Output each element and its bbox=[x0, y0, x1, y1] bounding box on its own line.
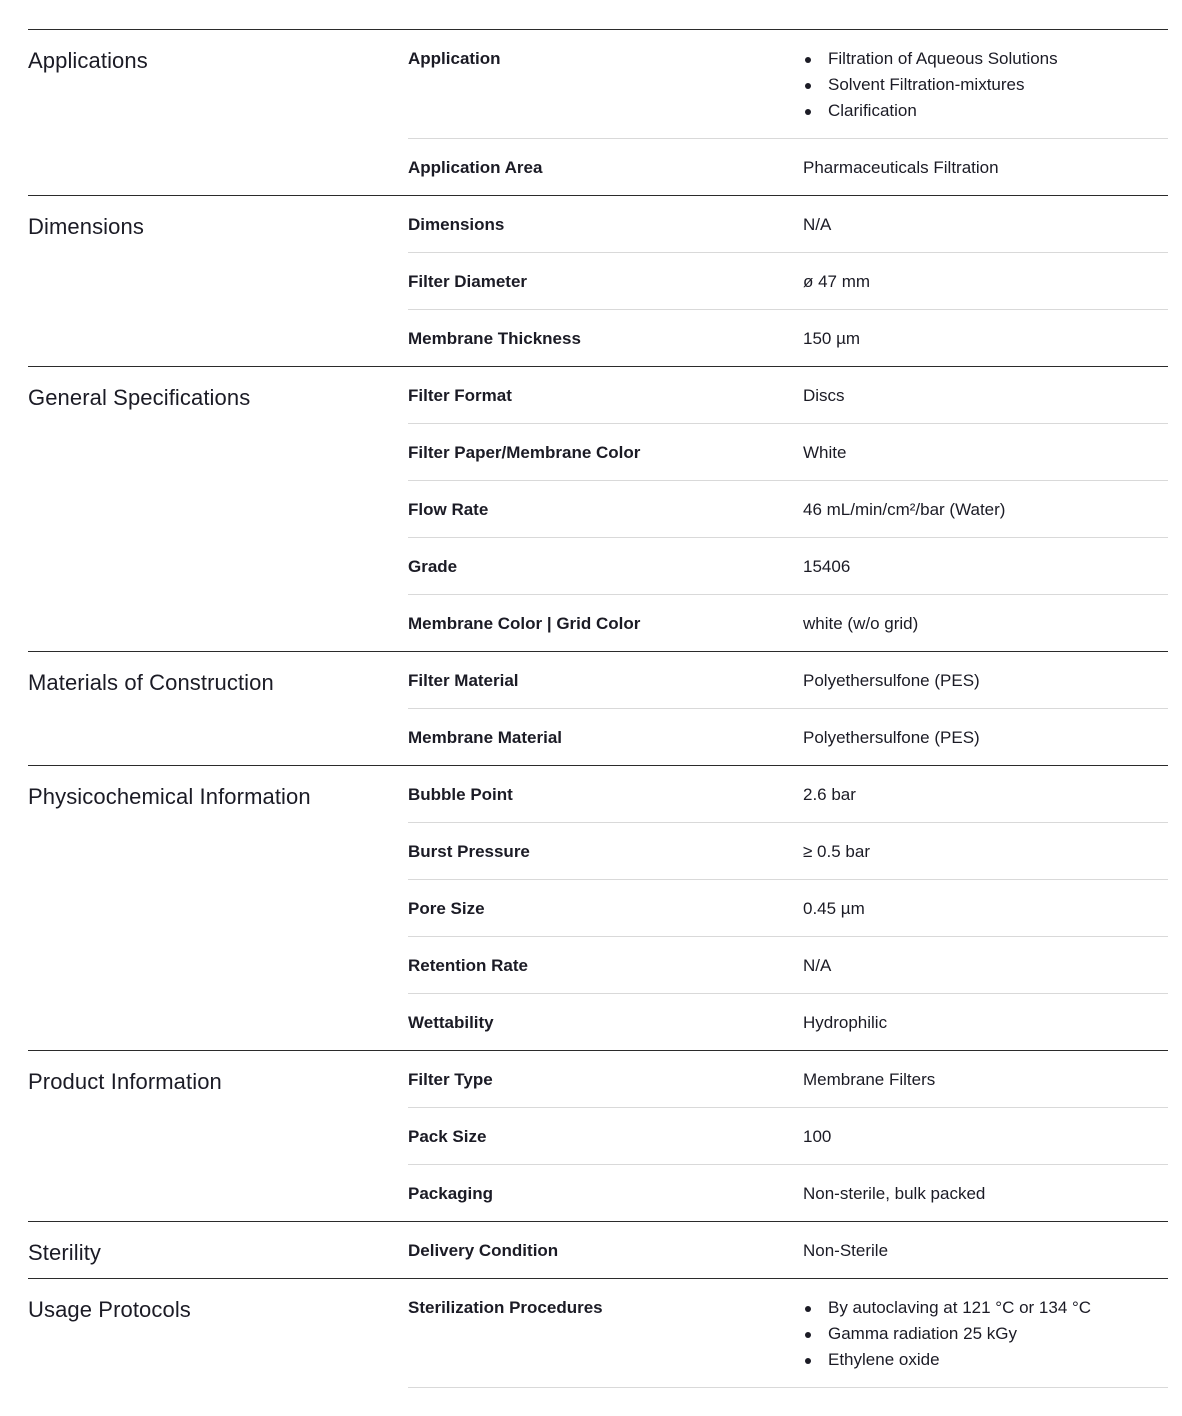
spec-label: Filter Material bbox=[408, 671, 519, 690]
spec-row-application bbox=[408, 30, 1168, 139]
spec-row-filter-diameter bbox=[408, 253, 1168, 310]
spec-row-retention-rate bbox=[408, 937, 1168, 994]
spec-row-application-area bbox=[408, 139, 1168, 195]
spec-value-list-item: By autoclaving at 121 °C or 134 °C bbox=[803, 1295, 1168, 1321]
spec-row-grade bbox=[408, 538, 1168, 595]
spec-value: 0.45 µm bbox=[803, 899, 865, 918]
section-title: Dimensions bbox=[28, 214, 144, 239]
section-sterility bbox=[28, 1221, 1168, 1278]
spec-label: Membrane Material bbox=[408, 728, 562, 747]
spec-value-list bbox=[803, 1295, 1168, 1373]
spec-rows bbox=[408, 1279, 1168, 1388]
spec-value: white (w/o grid) bbox=[803, 614, 919, 633]
spec-row-delivery-condition bbox=[408, 1222, 1168, 1278]
spec-label: Retention Rate bbox=[408, 956, 528, 975]
spec-label: Bubble Point bbox=[408, 785, 513, 804]
spec-row-filter-type bbox=[408, 1051, 1168, 1108]
spec-value: Hydrophilic bbox=[803, 1013, 888, 1032]
spec-value: 2.6 bar bbox=[803, 785, 856, 804]
section-physicochemical-information bbox=[28, 765, 1168, 1050]
spec-label: Burst Pressure bbox=[408, 842, 530, 861]
spec-value: 15406 bbox=[803, 557, 851, 576]
spec-value: Polyethersulfone (PES) bbox=[803, 671, 980, 690]
spec-value-list-item: Solvent Filtration-mixtures bbox=[803, 72, 1168, 98]
spec-label: Delivery Condition bbox=[408, 1241, 559, 1260]
spec-value: White bbox=[803, 443, 847, 462]
spec-label: Membrane Thickness bbox=[408, 329, 581, 348]
spec-value-list-item: Clarification bbox=[803, 98, 1168, 124]
section-dimensions bbox=[28, 195, 1168, 366]
spec-value: N/A bbox=[803, 956, 832, 975]
spec-label: Membrane Color | Grid Color bbox=[408, 614, 641, 633]
spec-label: Flow Rate bbox=[408, 500, 489, 519]
spec-row-dimensions bbox=[408, 196, 1168, 253]
section-product-information bbox=[28, 1050, 1168, 1221]
spec-rows bbox=[408, 367, 1168, 651]
spec-value: Pharmaceuticals Filtration bbox=[803, 158, 999, 177]
spec-row-membrane-material bbox=[408, 709, 1168, 765]
spec-rows bbox=[408, 652, 1168, 765]
section-general-specifications bbox=[28, 366, 1168, 651]
spec-value: ≥ 0.5 bar bbox=[803, 842, 870, 861]
spec-row-sterilization-procedures bbox=[408, 1279, 1168, 1388]
spec-value-list-item: Filtration of Aqueous Solutions bbox=[803, 46, 1168, 72]
spec-value: 150 µm bbox=[803, 329, 861, 348]
section-title: Product Information bbox=[28, 1069, 222, 1094]
spec-label: Filter Type bbox=[408, 1070, 493, 1089]
spec-row-flow-rate bbox=[408, 481, 1168, 538]
spec-value: 46 mL/min/cm²/bar (Water) bbox=[803, 500, 1006, 519]
spec-rows bbox=[408, 1222, 1168, 1278]
section-title: Physicochemical Information bbox=[28, 784, 311, 809]
spec-label: Application Area bbox=[408, 158, 543, 177]
section-applications bbox=[28, 29, 1168, 195]
section-materials-of-construction bbox=[28, 651, 1168, 765]
spec-row-filter-paper-membrane-color bbox=[408, 424, 1168, 481]
section-title: Materials of Construction bbox=[28, 670, 274, 695]
spec-row-bubble-point bbox=[408, 766, 1168, 823]
spec-value: Membrane Filters bbox=[803, 1070, 936, 1089]
spec-row-wettability bbox=[408, 994, 1168, 1050]
spec-label: Packaging bbox=[408, 1184, 494, 1203]
specifications-table bbox=[28, 29, 1168, 1388]
spec-value: Non-sterile, bulk packed bbox=[803, 1184, 986, 1203]
spec-value-list-item: Ethylene oxide bbox=[803, 1347, 1168, 1373]
spec-label: Pore Size bbox=[408, 899, 485, 918]
spec-label: Filter Format bbox=[408, 386, 512, 405]
spec-label: Pack Size bbox=[408, 1127, 487, 1146]
spec-value: Polyethersulfone (PES) bbox=[803, 728, 980, 747]
section-title: General Specifications bbox=[28, 385, 251, 410]
spec-label: Dimensions bbox=[408, 215, 505, 234]
spec-value: Discs bbox=[803, 386, 845, 405]
spec-rows bbox=[408, 196, 1168, 366]
spec-value: N/A bbox=[803, 215, 832, 234]
spec-label: Application bbox=[408, 49, 501, 68]
spec-rows bbox=[408, 766, 1168, 1050]
spec-rows bbox=[408, 30, 1168, 195]
spec-value: Non-Sterile bbox=[803, 1241, 889, 1260]
section-title: Sterility bbox=[28, 1240, 102, 1265]
spec-value: 100 bbox=[803, 1127, 832, 1146]
section-title: Applications bbox=[28, 48, 148, 73]
section-usage-protocols bbox=[28, 1278, 1168, 1388]
spec-label: Sterilization Procedures bbox=[408, 1298, 603, 1317]
spec-row-pore-size bbox=[408, 880, 1168, 937]
spec-value-list-item: Gamma radiation 25 kGy bbox=[803, 1321, 1168, 1347]
spec-row-membrane-thickness bbox=[408, 310, 1168, 366]
spec-value bbox=[803, 30, 1168, 124]
spec-row-pack-size bbox=[408, 1108, 1168, 1165]
spec-label: Wettability bbox=[408, 1013, 494, 1032]
spec-row-packaging bbox=[408, 1165, 1168, 1221]
spec-label: Filter Paper/Membrane Color bbox=[408, 443, 641, 462]
section-title: Usage Protocols bbox=[28, 1297, 191, 1322]
spec-rows bbox=[408, 1051, 1168, 1221]
spec-value-list bbox=[803, 46, 1168, 124]
spec-label: Filter Diameter bbox=[408, 272, 528, 291]
spec-row-burst-pressure bbox=[408, 823, 1168, 880]
spec-value: ø 47 mm bbox=[803, 272, 871, 291]
spec-value bbox=[803, 1279, 1168, 1373]
spec-row-filter-material bbox=[408, 652, 1168, 709]
spec-row-membrane-color-grid-color bbox=[408, 595, 1168, 651]
spec-row-filter-format bbox=[408, 367, 1168, 424]
spec-label: Grade bbox=[408, 557, 458, 576]
